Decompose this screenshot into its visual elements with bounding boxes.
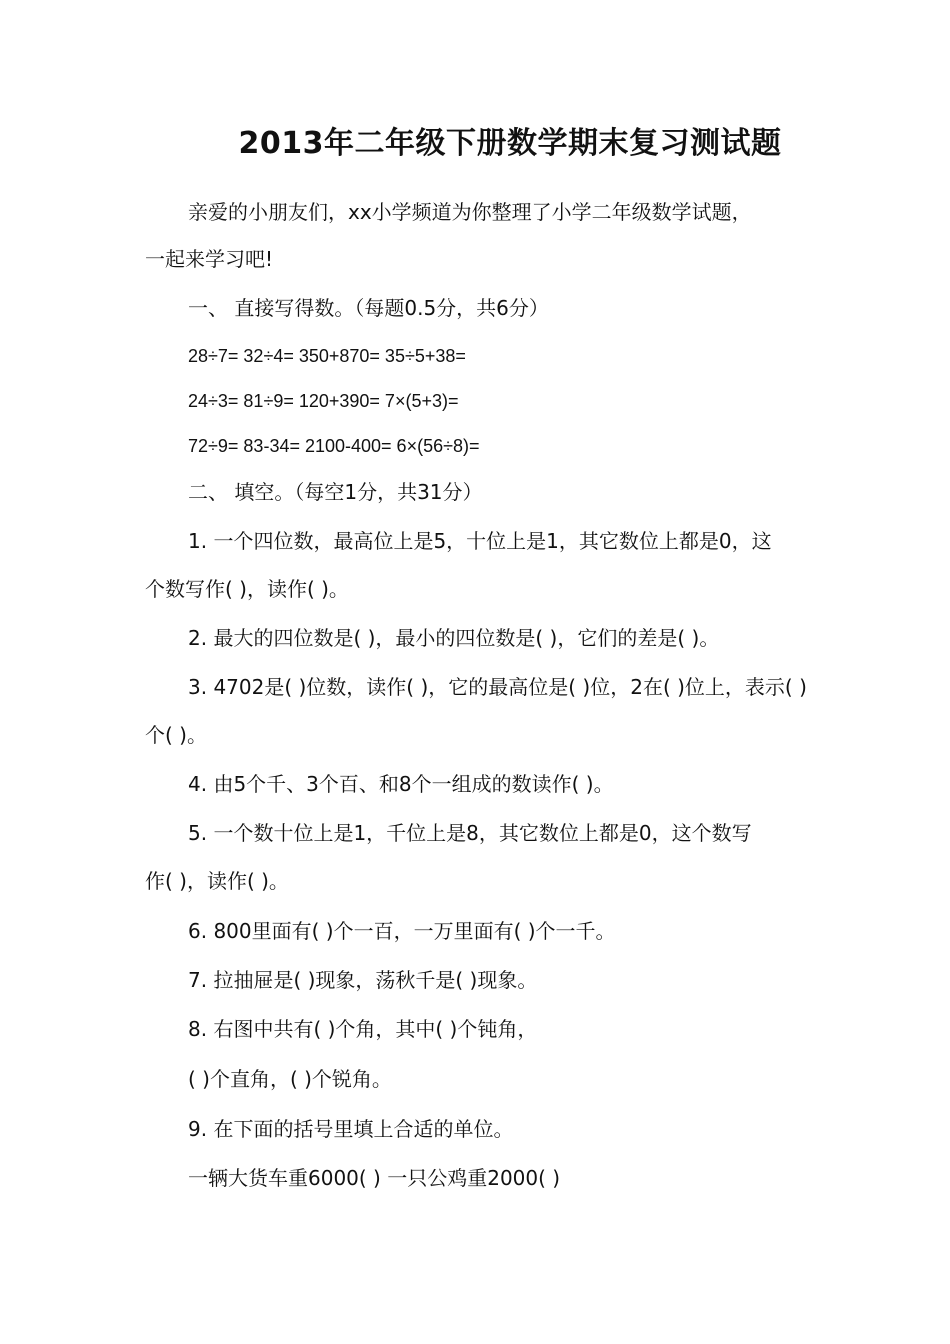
math-row-3: 72÷9= 83-34= 2100-400= 6×(56÷8)= <box>188 436 480 456</box>
question-2: 2. 最大的四位数是( )，最小的四位数是( )，它们的差是( )。 <box>188 626 720 650</box>
question-5-line-1: 5. 一个数十位上是1，千位上是8，其它数位上都是0，这个数写 <box>188 821 752 845</box>
question-8-line-2: ( )个直角，( )个锐角。 <box>188 1067 392 1091</box>
intro-line-1: 亲爱的小朋友们，xx小学频道为你整理了小学二年级数学试题， <box>188 200 752 224</box>
question-7: 7. 拉抽屉是( )现象，荡秋千是( )现象。 <box>188 968 538 992</box>
question-4: 4. 由5个千、3个百、和8个一组成的数读作( )。 <box>188 772 614 796</box>
question-9-units-line: 一辆大货车重6000( ) 一只公鸡重2000( ) <box>188 1166 561 1190</box>
document-title: 2013年二年级下册数学期末复习测试题 <box>238 126 782 161</box>
section1-heading: 一、 直接写得数。（每题0.5分，共6分） <box>188 296 549 320</box>
question-1-line-1: 1. 一个四位数，最高位上是5，十位上是1，其它数位上都是0，这 <box>188 529 772 553</box>
question-1-line-2: 个数写作( )，读作( )。 <box>145 577 349 601</box>
question-6: 6. 800里面有( )个一百，一万里面有( )个一千。 <box>188 919 616 943</box>
question-8-line-1: 8. 右图中共有( )个角，其中( )个钝角， <box>188 1017 538 1041</box>
question-5-line-2: 作( )，读作( )。 <box>145 869 289 893</box>
question-3-line-1: 3. 4702是( )位数，读作( )，它的最高位是( )位，2在( )位上，表示( ) <box>188 675 807 699</box>
math-row-2: 24÷3= 81÷9= 120+390= 7×(5+3)= <box>188 391 459 411</box>
intro-line-2: 一起来学习吧! <box>145 247 274 271</box>
question-9: 9. 在下面的括号里填上合适的单位。 <box>188 1117 514 1141</box>
question-3-line-2: 个( )。 <box>145 723 207 747</box>
math-row-1: 28÷7= 32÷4= 350+870= 35÷5+38= <box>188 346 466 366</box>
section2-heading: 二、 填空。（每空1分，共31分） <box>188 480 483 504</box>
